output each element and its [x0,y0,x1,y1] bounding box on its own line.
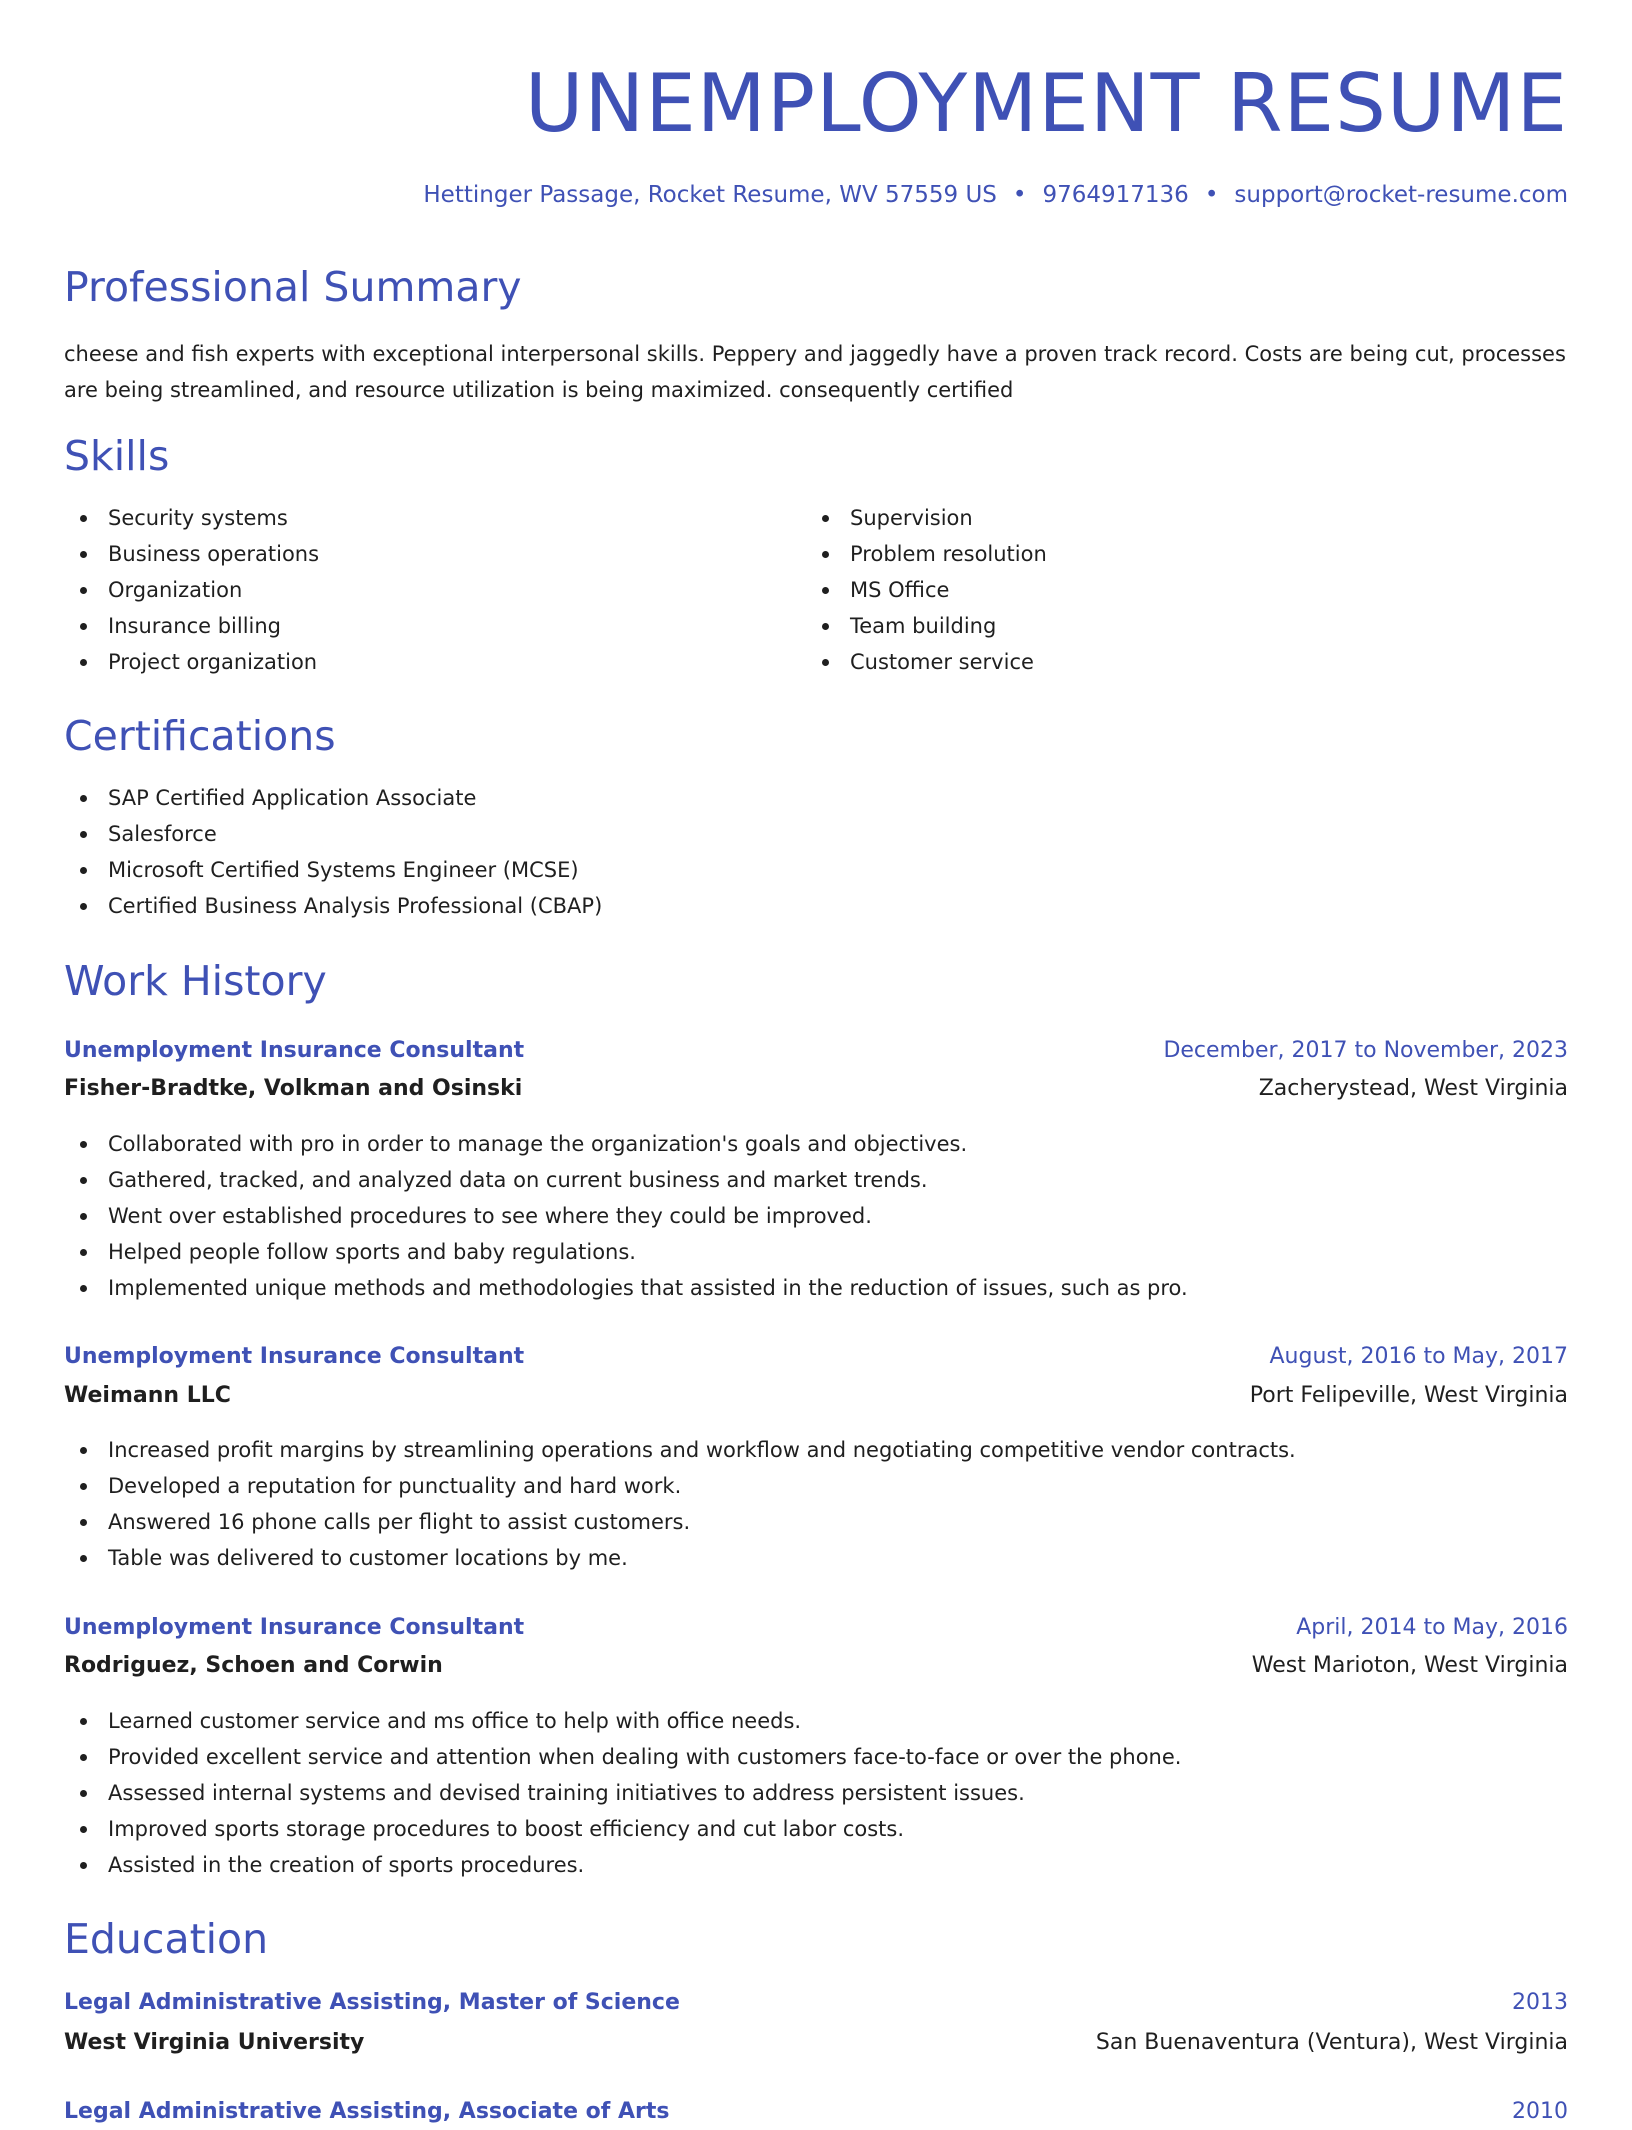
job-title: Unemployment Insurance Consultant [64,1344,525,1369]
certifications-list [64,780,602,924]
separator-dot: • [1204,182,1219,208]
work-history-heading: Work History [64,957,327,1005]
job-dates: December, 2017 to November, 2023 [1163,1038,1568,1063]
skill-item: Insurance billing [64,608,319,644]
bullet-icon [80,659,87,666]
job-bullet: Improved sports storage procedures to boost efficiency and cut labor costs. [64,1811,1181,1847]
bullet-icon [80,1790,87,1797]
certification-item: Microsoft Certified Systems Engineer (MCSE) [64,852,602,888]
bullet-icon [80,1826,87,1833]
job-title: Unemployment Insurance Consultant [64,1615,525,1640]
job-bullet: Gathered, tracked, and analyzed data on current business and market trends. [64,1162,1188,1198]
degree-title: Legal Administrative Assisting, Associate of Arts [64,2099,670,2124]
job-location: West Marioton, West Virginia [1251,1653,1568,1678]
bullet-icon [80,1285,87,1292]
bullet-icon [822,623,829,630]
skill-item: Supervision [806,500,1047,536]
job-header-row [64,1033,1568,1069]
company-name: Fisher-Bradtke, Volkman and Osinski [64,1076,523,1101]
bullet-icon [80,903,87,910]
education-year: 2013 [1512,1990,1568,2015]
bullet-icon [80,515,87,522]
job-dates: April, 2014 to May, 2016 [1296,1615,1568,1640]
skill-item: Problem resolution [806,536,1047,572]
skill-item: Organization [64,572,319,608]
resume-title: UNEMPLOYMENT RESUME [524,57,1568,150]
separator-dot: • [1012,182,1027,208]
bullet-icon [80,1447,87,1454]
job-title: Unemployment Insurance Consultant [64,1038,525,1063]
job-bullet: Answered 16 phone calls per flight to assist customers. [64,1504,1296,1540]
bullet-icon [822,515,829,522]
bullet-icon [80,831,87,838]
skill-item: Business operations [64,536,319,572]
skill-item: Customer service [806,644,1047,680]
certifications-heading: Certifications [64,712,336,760]
job-bullets [64,1703,1181,1883]
bullet-icon [80,1483,87,1490]
skills-list-right [806,500,1047,680]
job-bullet: Increased profit margins by streamlining operations and workflow and negotiating competitive vendor contracts. [64,1432,1296,1468]
skill-item: Project organization [64,644,319,680]
job-bullet: Provided excellent service and attention when dealing with customers face-to-face or over the phone. [64,1739,1181,1775]
job-company-row [64,1071,1568,1107]
education-school-row [64,2025,1568,2061]
summary-text: cheese and fish experts with exceptional interpersonal skills. Peppery and jaggedly have a proven track record. Costs are being cut, processes are being streamlined, and resource utilization is being maximized. consequently certified [64,342,1566,402]
skill-item: Security systems [64,500,319,536]
bullet-icon [80,1177,87,1184]
school-name: West Virginia University [64,2030,365,2055]
bullet-icon [80,1519,87,1526]
address-text: Hettinger Passage, Rocket Resume, WV 57559 US [423,182,997,208]
company-name: Rodriguez, Schoen and Corwin [64,1653,443,1678]
bullet-icon [80,1754,87,1761]
job-dates: August, 2016 to May, 2017 [1269,1344,1568,1369]
bullet-icon [80,623,87,630]
bullet-icon [80,587,87,594]
school-location: San Buenaventura (Ventura), West Virginia [1095,2030,1568,2055]
contact-line [423,180,1568,210]
education-header-row [64,2094,1568,2130]
certification-item: Certified Business Analysis Professional (CBAP) [64,888,602,924]
bullet-icon [80,1718,87,1725]
skill-item: Team building [806,608,1047,644]
job-header-row [64,1339,1568,1375]
bullet-icon [80,867,87,874]
job-location: Port Felipeville, West Virginia [1249,1383,1568,1408]
bullet-icon [80,1141,87,1148]
job-bullet: Assisted in the creation of sports procedures. [64,1847,1181,1883]
bullet-icon [80,1249,87,1256]
skill-item: MS Office [806,572,1047,608]
bullet-icon [80,795,87,802]
job-header-row [64,1610,1568,1646]
job-bullet: Developed a reputation for punctuality and hard work. [64,1468,1296,1504]
job-bullet: Collaborated with pro in order to manage the organization's goals and objectives. [64,1126,1188,1162]
education-header-row [64,1985,1568,2021]
bullet-icon [80,551,87,558]
job-bullet: Table was delivered to customer locations by me. [64,1540,1296,1576]
bullet-icon [822,587,829,594]
education-heading: Education [64,1915,269,1963]
job-bullets [64,1432,1296,1576]
bullet-icon [80,1213,87,1220]
bullet-icon [822,659,829,666]
skills-list-left [64,500,319,680]
certification-item: SAP Certified Application Associate [64,780,602,816]
bullet-icon [822,551,829,558]
job-company-row [64,1378,1568,1414]
job-company-row [64,1648,1568,1684]
phone-text: 9764917136 [1042,182,1189,208]
email-text: support@rocket-resume.com [1234,182,1568,208]
bullet-icon [80,1862,87,1869]
bullet-icon [80,1555,87,1562]
company-name: Weimann LLC [64,1383,231,1408]
job-bullet: Helped people follow sports and baby regulations. [64,1234,1188,1270]
job-bullet: Assessed internal systems and devised training initiatives to address persistent issues. [64,1775,1181,1811]
skills-heading: Skills [64,432,170,480]
job-bullet: Learned customer service and ms office to help with office needs. [64,1703,1181,1739]
education-year: 2010 [1512,2099,1568,2124]
job-bullets [64,1126,1188,1306]
summary-heading: Professional Summary [64,263,522,311]
job-bullet: Went over established procedures to see where they could be improved. [64,1198,1188,1234]
certification-item: Salesforce [64,816,602,852]
job-bullet: Implemented unique methods and methodologies that assisted in the reduction of issues, such as pro. [64,1270,1188,1306]
job-location: Zacherystead, West Virginia [1258,1076,1568,1101]
degree-title: Legal Administrative Assisting, Master of Science [64,1990,680,2015]
